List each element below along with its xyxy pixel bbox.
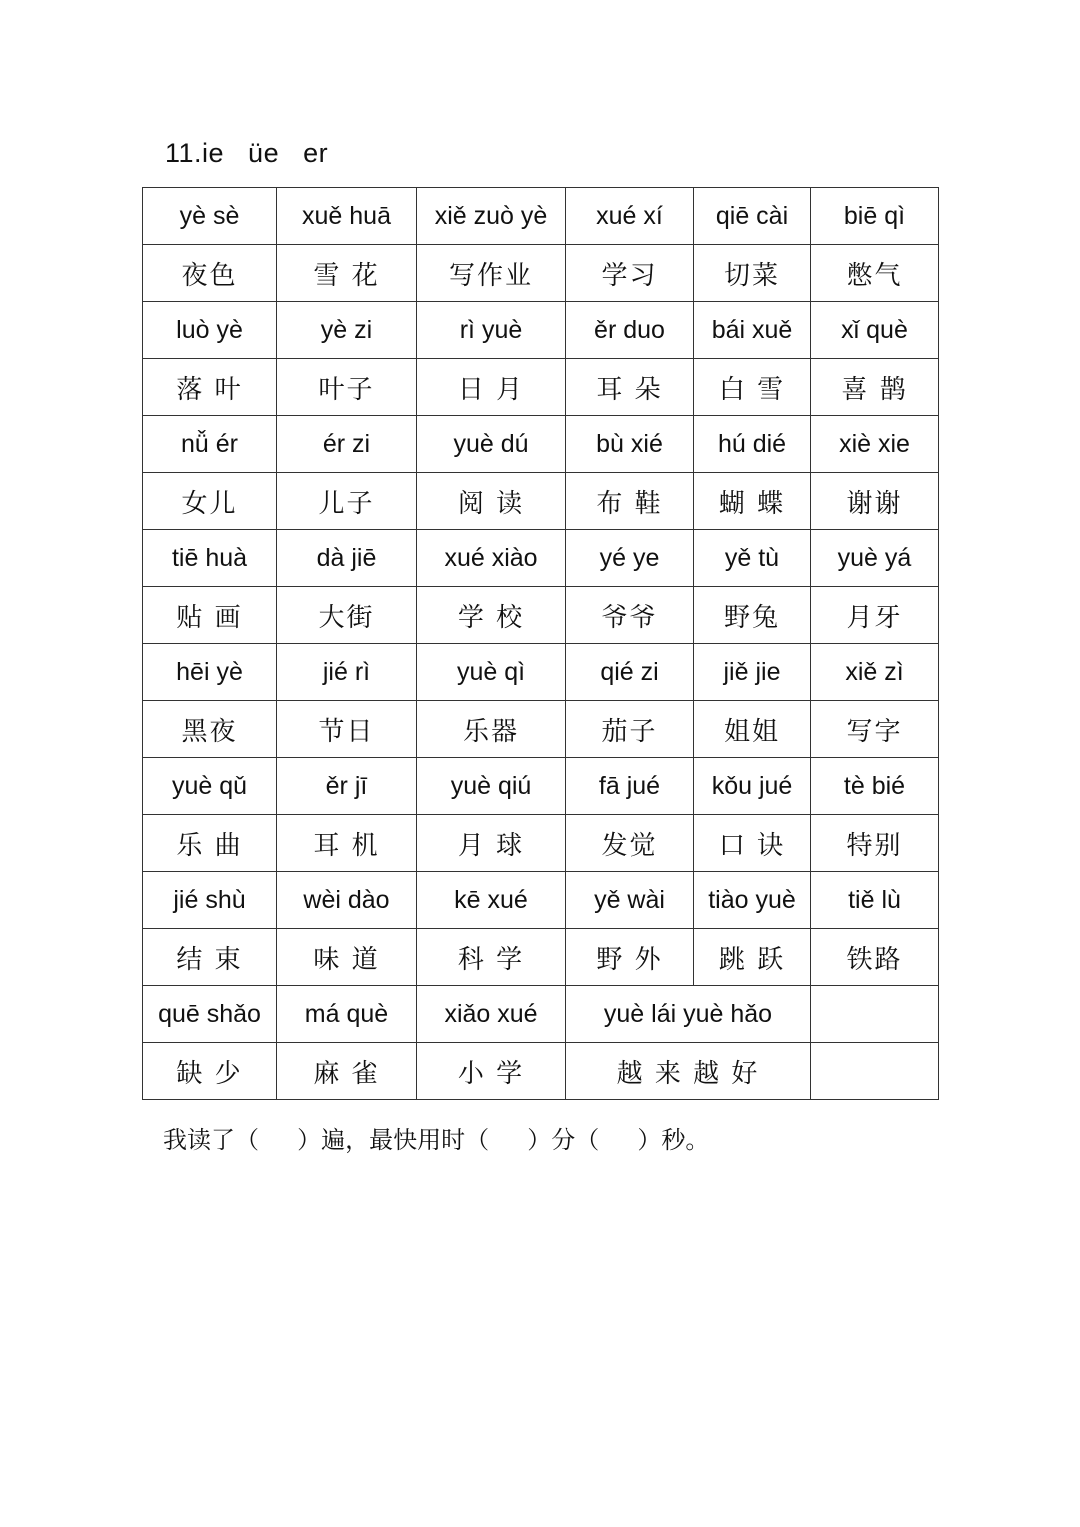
- pinyin-cell: tiě lù: [811, 872, 939, 929]
- hanzi-row: [143, 815, 939, 872]
- hanzi-cell: 铁路: [811, 929, 939, 986]
- hanzi-cell: 爷爷: [566, 587, 694, 644]
- hanzi-row: [143, 701, 939, 758]
- pinyin-cell: xiě zì: [811, 644, 939, 701]
- pinyin-cell: ěr duo: [566, 302, 694, 359]
- hanzi-row: [143, 587, 939, 644]
- hanzi-cell: 夜色: [143, 245, 277, 302]
- hanzi-row: [143, 245, 939, 302]
- pinyin-cell: yě wài: [566, 872, 694, 929]
- pinyin-cell: wèi dào: [277, 872, 417, 929]
- hanzi-cell: 喜 鹊: [811, 359, 939, 416]
- pinyin-row: [143, 416, 939, 473]
- pinyin-cell: luò yè: [143, 302, 277, 359]
- hanzi-row: [143, 929, 939, 986]
- hanzi-row: [143, 359, 939, 416]
- hanzi-cell: 麻 雀: [277, 1043, 417, 1100]
- pinyin-cell: ěr jī: [277, 758, 417, 815]
- pinyin-cell: fā jué: [566, 758, 694, 815]
- pinyin-cell: hú dié: [694, 416, 811, 473]
- hanzi-cell: 野兔: [694, 587, 811, 644]
- pinyin-cell: tiē huà: [143, 530, 277, 587]
- pinyin-cell: qié zi: [566, 644, 694, 701]
- pinyin-cell: yè sè: [143, 188, 277, 245]
- pinyin-cell: bái xuě: [694, 302, 811, 359]
- pinyin-cell: [811, 986, 939, 1043]
- hanzi-cell: 发觉: [566, 815, 694, 872]
- pinyin-cell: kē xué: [417, 872, 566, 929]
- hanzi-cell: 乐器: [417, 701, 566, 758]
- hanzi-cell: 耳 机: [277, 815, 417, 872]
- pinyin-row: [143, 188, 939, 245]
- hanzi-cell: 写作业: [417, 245, 566, 302]
- hanzi-cell: 切菜: [694, 245, 811, 302]
- hanzi-cell: 蝴 蝶: [694, 473, 811, 530]
- pinyin-cell: xuě huā: [277, 188, 417, 245]
- pinyin-cell: dà jiē: [277, 530, 417, 587]
- hanzi-row: [143, 1043, 939, 1100]
- hanzi-cell: 缺 少: [143, 1043, 277, 1100]
- pinyin-cell: kǒu jué: [694, 758, 811, 815]
- hanzi-cell: 跳 跃: [694, 929, 811, 986]
- hanzi-cell: 叶子: [277, 359, 417, 416]
- hanzi-cell: 姐姐: [694, 701, 811, 758]
- hanzi-cell: 月牙: [811, 587, 939, 644]
- pinyin-cell: yuè dú: [417, 416, 566, 473]
- hanzi-cell: 特别: [811, 815, 939, 872]
- pinyin-cell: xiè xie: [811, 416, 939, 473]
- pinyin-cell: yè zi: [277, 302, 417, 359]
- hanzi-cell: 茄子: [566, 701, 694, 758]
- pinyin-cell: yuè qǔ: [143, 758, 277, 815]
- pinyin-cell: yuè qì: [417, 644, 566, 701]
- hanzi-cell: 结 束: [143, 929, 277, 986]
- pinyin-cell: xué xí: [566, 188, 694, 245]
- hanzi-cell: 阅 读: [417, 473, 566, 530]
- pinyin-row: [143, 644, 939, 701]
- pinyin-cell: xué xiào: [417, 530, 566, 587]
- pinyin-row: [143, 530, 939, 587]
- pinyin-cell: biē qì: [811, 188, 939, 245]
- page-title: 11.ie üe er: [165, 138, 329, 168]
- pinyin-cell: jiě jie: [694, 644, 811, 701]
- hanzi-cell: 雪 花: [277, 245, 417, 302]
- hanzi-cell: 耳 朵: [566, 359, 694, 416]
- pinyin-cell: qiē cài: [694, 188, 811, 245]
- pinyin-cell: tè bié: [811, 758, 939, 815]
- pinyin-row: [143, 986, 939, 1043]
- hanzi-cell: 学习: [566, 245, 694, 302]
- hanzi-cell: 儿子: [277, 473, 417, 530]
- pinyin-cell: nǚ ér: [143, 416, 277, 473]
- pinyin-cell: rì yuè: [417, 302, 566, 359]
- pinyin-row: [143, 872, 939, 929]
- hanzi-cell: 味 道: [277, 929, 417, 986]
- pinyin-cell: quē shǎo: [143, 986, 277, 1043]
- hanzi-cell: 节日: [277, 701, 417, 758]
- hanzi-cell: 野 外: [566, 929, 694, 986]
- hanzi-cell: 学 校: [417, 587, 566, 644]
- hanzi-cell: 写字: [811, 701, 939, 758]
- pinyin-cell: má què: [277, 986, 417, 1043]
- hanzi-cell: 憋气: [811, 245, 939, 302]
- pinyin-cell: yuè yá: [811, 530, 939, 587]
- pinyin-cell: yě tù: [694, 530, 811, 587]
- hanzi-cell: 落 叶: [143, 359, 277, 416]
- hanzi-cell: 大街: [277, 587, 417, 644]
- hanzi-cell: 谢谢: [811, 473, 939, 530]
- pinyin-cell: ér zi: [277, 416, 417, 473]
- pinyin-cell: jié shù: [143, 872, 277, 929]
- hanzi-cell: [811, 1043, 939, 1100]
- hanzi-cell: 小 学: [417, 1043, 566, 1100]
- pinyin-cell: tiào yuè: [694, 872, 811, 929]
- pinyin-row: [143, 302, 939, 359]
- hanzi-cell: 贴 画: [143, 587, 277, 644]
- pinyin-cell: yé ye: [566, 530, 694, 587]
- hanzi-cell: 布 鞋: [566, 473, 694, 530]
- pinyin-cell: xiě zuò yè: [417, 188, 566, 245]
- pinyin-cell: yuè qiú: [417, 758, 566, 815]
- pinyin-cell: xiǎo xué: [417, 986, 566, 1043]
- hanzi-cell: 越 来 越 好: [566, 1043, 811, 1100]
- hanzi-row: [143, 473, 939, 530]
- pinyin-cell: bù xié: [566, 416, 694, 473]
- pinyin-cell: yuè lái yuè hǎo: [566, 986, 811, 1043]
- reading-record-note: 我读了（ ）遍，最快用时（ ）分（ ）秒。: [163, 1126, 710, 1154]
- pinyin-cell: jié rì: [277, 644, 417, 701]
- hanzi-cell: 月 球: [417, 815, 566, 872]
- hanzi-cell: 白 雪: [694, 359, 811, 416]
- pinyin-cell: hēi yè: [143, 644, 277, 701]
- pinyin-cell: xǐ què: [811, 302, 939, 359]
- hanzi-cell: 科 学: [417, 929, 566, 986]
- pinyin-row: [143, 758, 939, 815]
- hanzi-cell: 女儿: [143, 473, 277, 530]
- pinyin-word-table: [142, 187, 939, 1100]
- hanzi-cell: 黑夜: [143, 701, 277, 758]
- hanzi-cell: 日 月: [417, 359, 566, 416]
- hanzi-cell: 口 诀: [694, 815, 811, 872]
- hanzi-cell: 乐 曲: [143, 815, 277, 872]
